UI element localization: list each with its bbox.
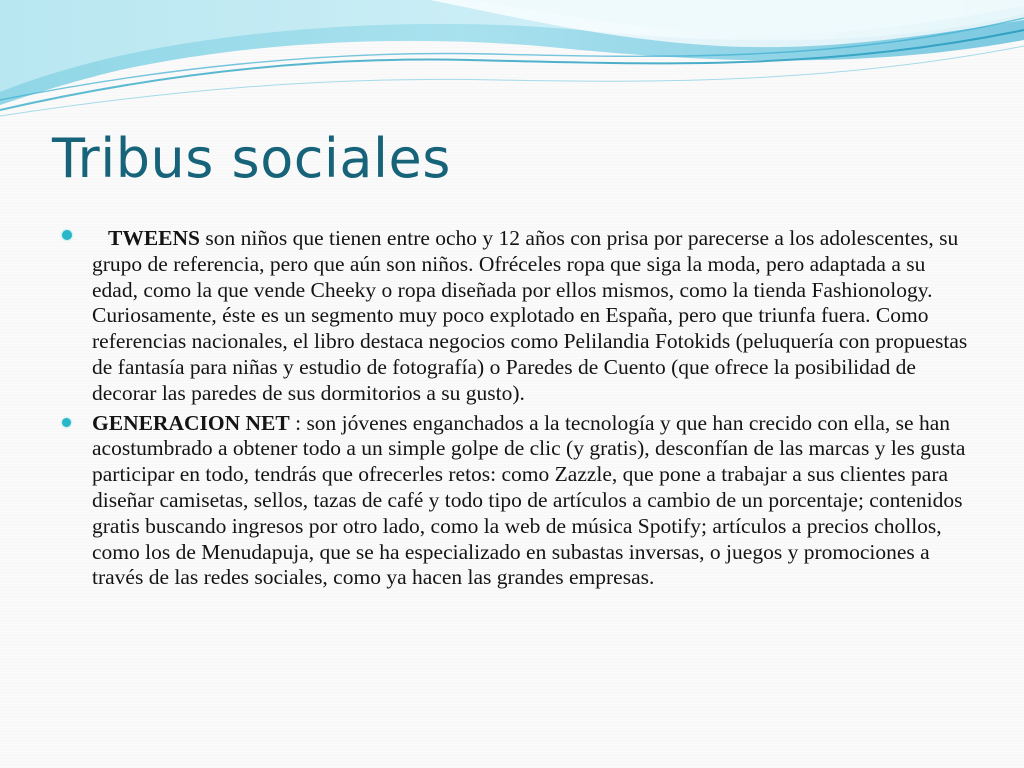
bullet-item-tweens [92,226,974,407]
bullet-lead-term: GENERACION NET [92,410,290,435]
bullet-list [92,226,974,595]
bullet-item-generacion-net [92,411,974,592]
bullet-dot-icon [62,418,71,427]
bullet-lead-term: TWEENS [108,226,201,250]
slide-title: Tribus sociales [52,127,451,190]
bullet-text: : son jóvenes enganchados a la tecnología y que han crecido con ella, se han acostumbrado a obtener todo a un simple golpe de clic (y gratis), desconfían de las marcas y les gusta participar en todo, tendrás que ofrecerles retos: como Zazzle, que pone a trabajar a sus clientes para diseñar camisetas, sellos, tazas de café y todo tipo de artículos a cambio de un porcentaje; contenidos gratis buscando ingresos por otro lado, como la web de música Spotify; artículos a precios chollos, como los de Menudapuja, que se ha especializado en subastas inversas, o juegos y promociones a través de las redes sociales, como ya hacen las grandes empresas. [92,410,966,590]
header-wave-decoration [0,0,1024,130]
bullet-text: son niños que tienen entre ocho y 12 años con prisa por parecerse a los adolescentes, su grupo de referencia, pero que aún son niños. Ofréceles ropa que siga la moda, pero adaptada a su edad, como la que vende Cheeky o ropa diseñada por ellos mismos, como la tienda Fashionology. Curiosamente, éste es un segmento muy poco explotado en España, pero que triunfa fuera. Como referencias nacionales, el libro destaca negocios como Pelilandia Fotokids (peluquería con propuestas de fantasía para niñas y estudio de fotografía) o Paredes de Cuento (que ofrece la posibilidad de decorar las paredes de sus dormitorios a su gusto). [92,226,968,405]
bullet-dot-icon [62,230,72,240]
